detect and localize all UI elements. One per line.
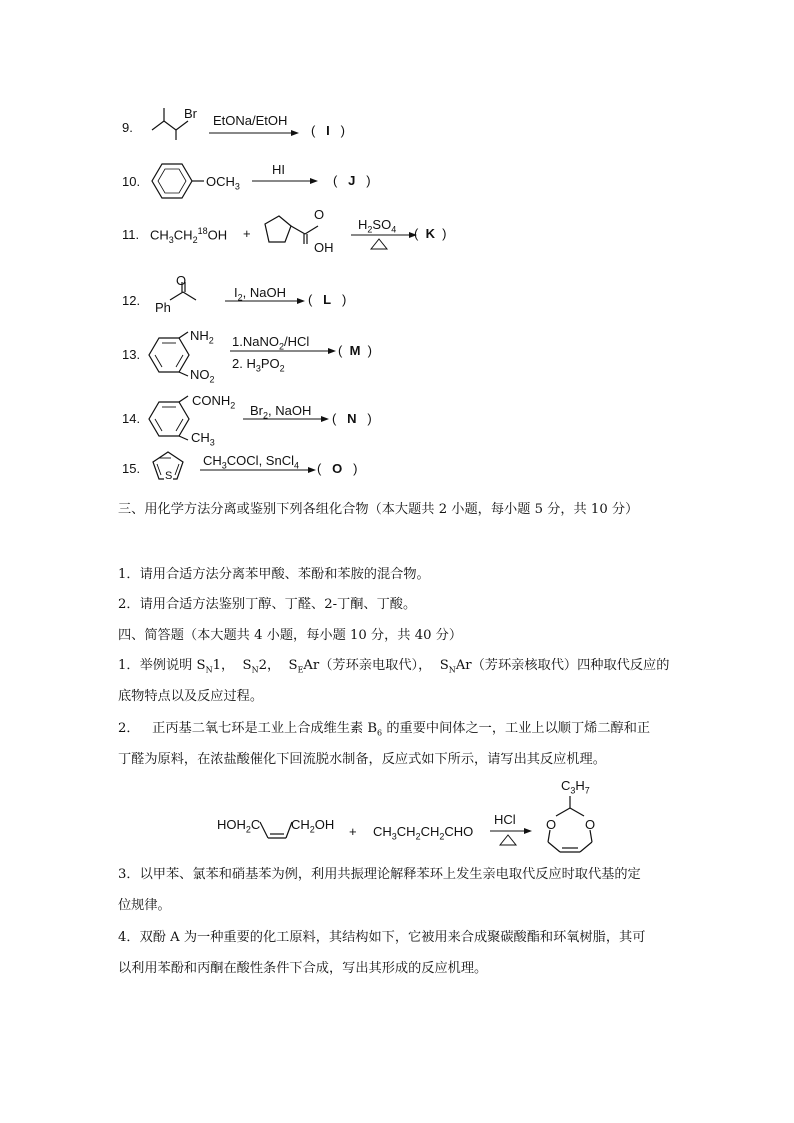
reaction-15-number: 15. bbox=[122, 461, 141, 476]
reaction-9-number: 9. bbox=[122, 120, 133, 135]
reaction-15-arrow bbox=[200, 467, 316, 473]
reaction-12-product: ( L ) bbox=[308, 292, 347, 307]
reaction-10-arrow bbox=[252, 178, 318, 184]
scheme-product-substituent: $C_3H_7$ bbox=[561, 778, 590, 796]
reaction-13-number: 13. bbox=[122, 347, 141, 362]
reaction-10-product: ( J ) bbox=[333, 173, 371, 188]
reaction-13-nitro: $NO_2$ bbox=[190, 367, 215, 385]
reaction-11-reagent: $H_2SO_4$ bbox=[358, 217, 397, 235]
reaction-14-reagent: $Br_2$, NaOH bbox=[250, 403, 312, 421]
reaction-11-reactant1: $CH_3CH_2^{18}OH$ bbox=[150, 226, 228, 245]
reaction-9-arrow bbox=[209, 130, 299, 136]
scheme-reagent: HCl bbox=[494, 812, 516, 827]
reaction-12-number: 12. bbox=[122, 293, 141, 308]
section-4-q2-line2: 丁醛为原料，在浓盐酸催化下回流脱水制备，反应式如下所示，请写出其反应机理。 bbox=[118, 752, 606, 767]
reaction-12-reagent: $I_2$, NaOH bbox=[234, 285, 286, 303]
scheme-product-o2: O bbox=[585, 817, 596, 832]
reaction-13-reagent1: 1.NaNO$_2$/HCl bbox=[232, 334, 310, 352]
reaction-12-structure bbox=[168, 286, 204, 306]
section-4-q3-line2: 位规律。 bbox=[118, 898, 171, 913]
reaction-12-carbonyl-o: O bbox=[176, 273, 187, 288]
scheme-diol-right: $CH_2OH$ bbox=[291, 817, 335, 835]
reaction-15-product: ( O ) bbox=[317, 461, 358, 476]
reaction-10-substituent: $OCH_3$ bbox=[206, 174, 240, 192]
section-4-q1-line2: 底物特点以及反应过程。 bbox=[118, 689, 264, 704]
reaction-12-arrow bbox=[225, 298, 305, 304]
reaction-14-arrow bbox=[243, 416, 329, 422]
section-3-title: 三、用化学方法分离或鉴别下列各组化合物（本大题共 2 小题，每小题 5 分，共 10 分） bbox=[118, 502, 639, 517]
reaction-9-product: ( I ) bbox=[311, 123, 345, 138]
scheme-butanal: $CH_3CH_2CH_2CHO$ bbox=[373, 824, 474, 842]
reaction-15-reagent: $CH_3COCl$, SnCl$_4$ bbox=[203, 453, 299, 471]
reaction-11-hydroxyl: OH bbox=[314, 240, 334, 255]
section-4-title: 四、简答题（本大题共 4 小题，每小题 10 分，共 40 分） bbox=[118, 628, 463, 643]
section-4-q4-line2: 以利用苯酚和丙酮在酸性条件下合成，写出其形成的反应机理。 bbox=[118, 961, 488, 976]
section-4-q2-line1: 2． 正丙基二氧七环是工业上合成维生素 $B_6$ 的重要中间体之一，工业上以顺丁烯二醇和正 bbox=[118, 721, 651, 738]
reaction-10-benzene bbox=[152, 162, 206, 202]
reaction-11-number: 11. bbox=[122, 227, 140, 242]
section-4-q1-line1: 1．举例说明 $S_N1$， $S_N2$， $S_EAr$（芳环亲电取代）， $S_NAr$（芳环亲核取代）四种取代反应的 bbox=[118, 658, 670, 675]
scheme-diol-left: $HOH_2C$ bbox=[217, 817, 261, 835]
reaction-10-number: 10. bbox=[122, 174, 141, 189]
scheme-plus: + bbox=[349, 824, 357, 839]
heat-triangle-icon bbox=[370, 238, 388, 250]
reaction-14-amide: $CONH_2$ bbox=[192, 393, 236, 411]
reaction-13-amino: $NH_2$ bbox=[190, 328, 214, 346]
section-4-q4-line1: 4．双酚 A 为一种重要的化工原料，其结构如下，它被用来合成聚碳酸酯和环氧树脂，其可 bbox=[118, 930, 646, 945]
reaction-11-carbonyl-o: O bbox=[314, 207, 325, 222]
reaction-11-plus: + bbox=[243, 226, 251, 241]
reaction-14-methyl: $CH_3$ bbox=[191, 430, 215, 448]
reaction-12-phenyl: Ph bbox=[155, 300, 171, 315]
section-3-question-1: 1．请用合适方法分离苯甲酸、苯酚和苯胺的混合物。 bbox=[118, 567, 430, 582]
reaction-14-number: 14. bbox=[122, 411, 141, 426]
reaction-9-substituent: Br bbox=[184, 106, 197, 121]
heat-triangle-icon bbox=[499, 834, 517, 846]
reaction-13-product: ( M ) bbox=[338, 343, 372, 358]
section-4-q3-line1: 3．以甲苯、氯苯和硝基苯为例，利用共振理论解释苯环上发生亲电取代反应时取代基的定 bbox=[118, 867, 641, 882]
reaction-11-product: ( K ) bbox=[414, 226, 447, 241]
reaction-9-reagent: EtONa/EtOH bbox=[213, 113, 288, 128]
reaction-13-arrow bbox=[230, 348, 336, 354]
section-3-question-2: 2．请用合适方法鉴别丁醇、丁醛、2-丁酮、丁酸。 bbox=[118, 597, 417, 612]
reaction-10-reagent: HI bbox=[272, 162, 285, 177]
reaction-14-product: ( N ) bbox=[332, 411, 372, 426]
scheme-product-o1: O bbox=[546, 817, 557, 832]
reaction-13-reagent2: 2. $H_3PO_2$ bbox=[232, 356, 285, 374]
reaction-15-sulfur: S bbox=[165, 470, 173, 482]
